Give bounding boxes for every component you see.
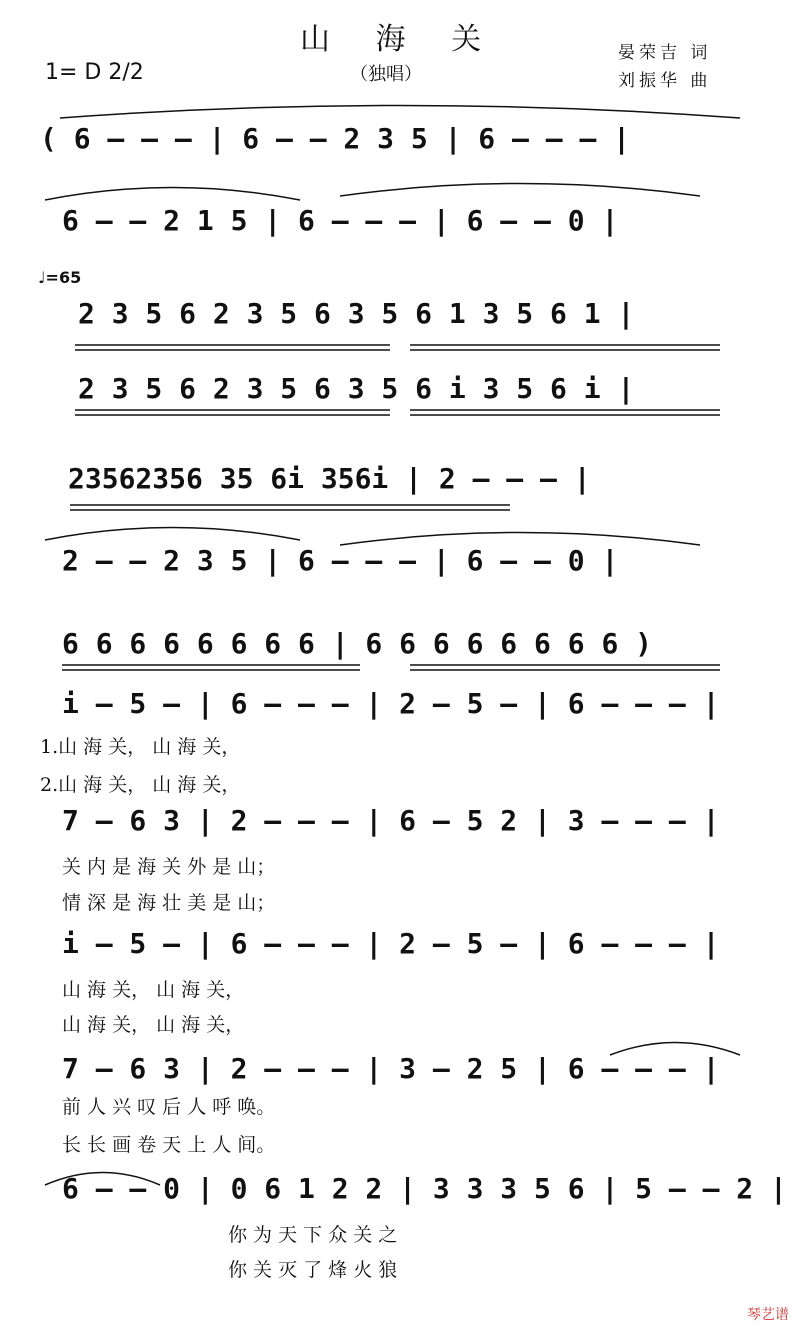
notation-row: 2 3 5 6 2 3 5 6 3 5 6 i 3 5 6 i |	[78, 372, 635, 405]
notation-row: 2 – – 2 3 5 | 6 – – – | 6 – – 0 |	[62, 544, 619, 577]
slur	[610, 1043, 740, 1056]
lyric-line: 关 内 是 海 关 外 是 山；	[62, 856, 276, 878]
lyric-line: 你 为 天 下 众 关 之	[228, 1224, 398, 1246]
tempo-marking: ♩=65	[38, 268, 82, 287]
lyric-line: 山 海 关， 山 海 关，	[62, 979, 245, 1001]
lyric-line: 前 人 兴 叹 后 人 呼 唤。	[62, 1096, 276, 1118]
key-signature: 1= D 2/2	[45, 60, 144, 85]
watermark-logo: 琴艺谱	[747, 1307, 789, 1323]
notation-row: 6 – – 2 1 5 | 6 – – – | 6 – – 0 |	[62, 204, 619, 237]
notation-row: 6 6 6 6 6 6 6 6 | 6 6 6 6 6 6 6 6 )	[62, 627, 653, 660]
lyric-line: 长 长 画 卷 天 上 人 间。	[62, 1134, 276, 1156]
notation-row: i – 5 – | 6 – – – | 2 – 5 – | 6 – – – |	[62, 927, 720, 960]
lyric-line: 情 深 是 海 壮 美 是 山；	[62, 892, 276, 914]
slur	[340, 533, 700, 546]
slur	[60, 106, 740, 119]
lyric-line: 山 海 关， 山 海 关，	[62, 1014, 245, 1036]
composer-credit: 刘振华 曲	[618, 71, 712, 91]
notation-row: 23562356 35 6i 356i | 2 – – – |	[68, 462, 591, 495]
slur	[45, 188, 300, 201]
notation-row: 6 – – 0 | 0 6 1 2 2 | 3 3 3 5 6 | 5 – – 2 |	[62, 1172, 787, 1205]
notation-row: 7 – 6 3 | 2 – – – | 6 – 5 2 | 3 – – – |	[62, 804, 720, 837]
slur	[340, 184, 700, 197]
notation-row: ( 6 – – – | 6 – – 2 3 5 | 6 – – – |	[40, 122, 631, 155]
lyricist-credit: 晏荣吉 词	[618, 43, 712, 63]
slur	[45, 528, 300, 541]
song-subtitle: （独唱）	[350, 64, 422, 85]
lyric-line: 1.山 海 关， 山 海 关，	[40, 736, 241, 758]
notation-row: 7 – 6 3 | 2 – – – | 3 – 2 5 | 6 – – – |	[62, 1052, 720, 1085]
lyric-line: 你 关 灭 了 烽 火 狼	[228, 1259, 398, 1281]
notation-row: i – 5 – | 6 – – – | 2 – 5 – | 6 – – – |	[62, 687, 720, 720]
song-title: 山 海 关	[300, 22, 500, 57]
lyric-line: 2.山 海 关， 山 海 关，	[40, 774, 241, 796]
slur	[45, 1173, 160, 1186]
notation-row: 2 3 5 6 2 3 5 6 3 5 6 1 3 5 6 1 |	[78, 297, 635, 330]
